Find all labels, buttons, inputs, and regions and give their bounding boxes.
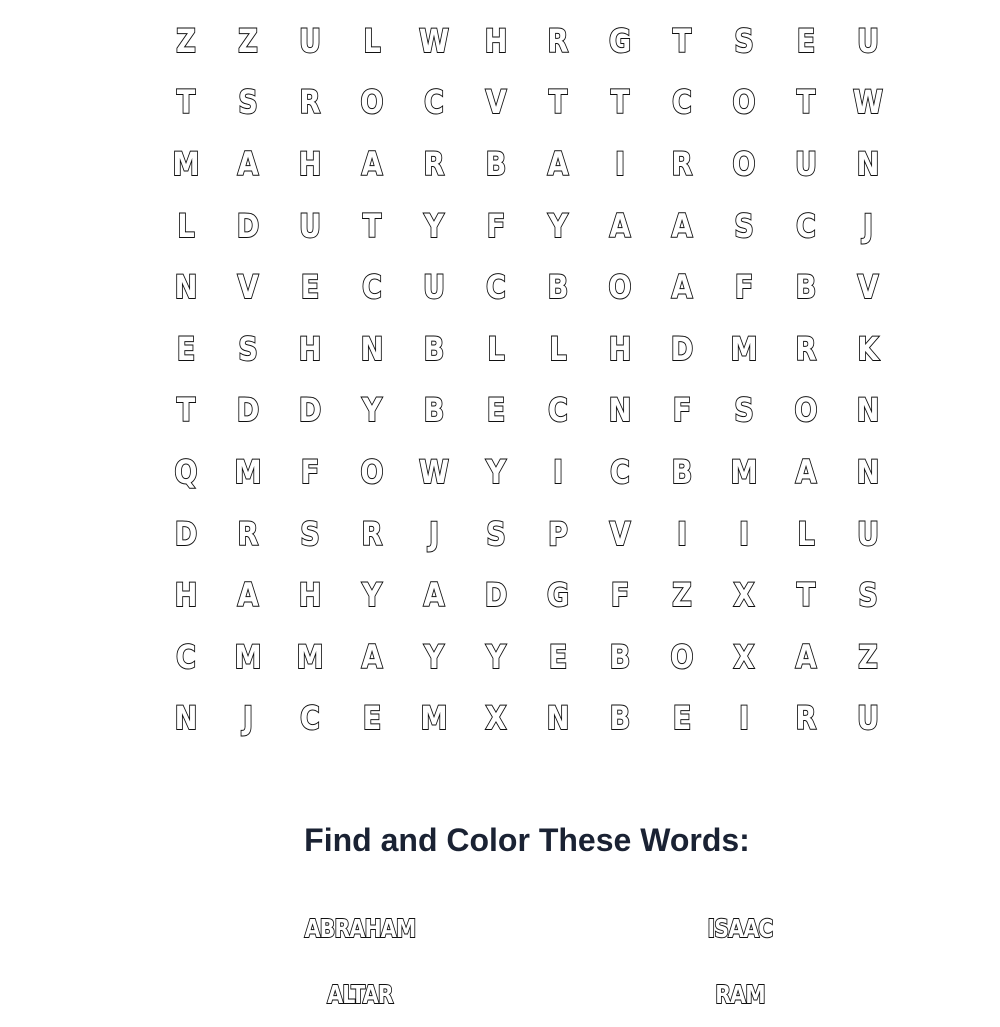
grid-letter[interactable]: G xyxy=(546,576,570,615)
grid-letter[interactable]: S xyxy=(734,391,754,430)
grid-letter[interactable]: E xyxy=(548,637,568,676)
grid-letter[interactable]: A xyxy=(795,452,817,491)
grid-letter[interactable]: A xyxy=(361,144,383,183)
grid-letter[interactable]: Y xyxy=(486,637,506,676)
grid-letter[interactable]: C xyxy=(796,206,816,245)
grid-letter[interactable]: Y xyxy=(548,206,568,245)
grid-letter[interactable]: N xyxy=(546,699,570,738)
grid-letter[interactable]: E xyxy=(486,391,506,430)
grid-letter[interactable]: P xyxy=(548,514,568,553)
grid-letter[interactable]: V xyxy=(857,268,879,307)
target-word: ALTAR xyxy=(327,979,393,1009)
grid-letter[interactable]: C xyxy=(424,83,444,122)
word-list-title: Find and Color These Words: xyxy=(304,822,750,858)
grid-letter[interactable]: Y xyxy=(362,576,382,615)
grid-letter[interactable]: T xyxy=(610,83,630,122)
grid-letter[interactable]: H xyxy=(608,329,632,368)
grid-letter[interactable]: D xyxy=(670,329,694,368)
grid-letter[interactable]: X xyxy=(485,699,507,738)
grid-letter[interactable]: N xyxy=(360,329,384,368)
grid-letter[interactable]: L xyxy=(487,329,505,368)
grid-letter[interactable]: B xyxy=(547,268,569,307)
grid-letter[interactable]: E xyxy=(300,268,320,307)
grid-letter[interactable]: N xyxy=(174,268,198,307)
grid-letter[interactable]: U xyxy=(856,21,880,60)
grid-letter[interactable]: S xyxy=(300,514,320,553)
grid-letter[interactable]: M xyxy=(420,699,448,738)
grid-letter[interactable]: W xyxy=(418,21,449,60)
grid-letter[interactable]: Y xyxy=(424,637,444,676)
grid-letter[interactable]: T xyxy=(672,21,692,60)
grid-letter[interactable]: Y xyxy=(362,391,382,430)
grid-letter[interactable]: S xyxy=(238,329,258,368)
grid-letter[interactable]: B xyxy=(485,144,507,183)
grid-letter[interactable]: T xyxy=(176,391,196,430)
grid-letter[interactable]: R xyxy=(237,514,259,553)
grid-letter[interactable]: C xyxy=(610,452,630,491)
grid-letter[interactable]: W xyxy=(852,83,883,122)
grid-letter[interactable]: B xyxy=(423,329,445,368)
grid-letter[interactable]: J xyxy=(242,699,254,738)
grid-letter[interactable]: D xyxy=(236,206,260,245)
grid-letter[interactable]: F xyxy=(672,391,692,430)
grid-letter[interactable]: H xyxy=(484,21,508,60)
grid-letter[interactable]: N xyxy=(856,144,880,183)
grid-letter[interactable]: J xyxy=(428,514,440,553)
grid-letter[interactable]: F xyxy=(486,206,506,245)
grid-letter[interactable]: O xyxy=(732,144,756,183)
grid-letter[interactable]: M xyxy=(172,144,200,183)
grid-letter[interactable]: B xyxy=(423,391,445,430)
grid-letter[interactable]: D xyxy=(484,576,508,615)
grid-letter[interactable]: U xyxy=(794,144,818,183)
grid-letter[interactable]: H xyxy=(298,329,322,368)
grid-letter[interactable]: X xyxy=(733,576,755,615)
grid-letter[interactable]: D xyxy=(236,391,260,430)
grid-letter[interactable]: O xyxy=(608,268,632,307)
grid-letter[interactable]: O xyxy=(794,391,818,430)
grid-letter[interactable]: S xyxy=(238,83,258,122)
grid-letter[interactable]: D xyxy=(298,391,322,430)
grid-letter[interactable]: I xyxy=(676,514,688,553)
grid-letter[interactable]: Z xyxy=(858,637,878,676)
grid-letter[interactable]: S xyxy=(734,21,754,60)
grid-letter[interactable]: C xyxy=(300,699,320,738)
grid-letter[interactable]: Z xyxy=(238,21,258,60)
grid-letter[interactable]: V xyxy=(485,83,507,122)
grid-letter[interactable]: B xyxy=(609,699,631,738)
grid-letter[interactable]: C xyxy=(362,268,382,307)
grid-letter[interactable]: H xyxy=(174,576,198,615)
grid-letter[interactable]: T xyxy=(362,206,382,245)
grid-letter[interactable]: Z xyxy=(672,576,692,615)
grid-letter[interactable]: E xyxy=(176,329,196,368)
grid-letter[interactable]: M xyxy=(730,329,758,368)
grid-letter[interactable]: L xyxy=(549,329,567,368)
grid-letter[interactable]: N xyxy=(174,699,198,738)
grid-letter[interactable]: G xyxy=(608,21,632,60)
grid-letter[interactable]: U xyxy=(856,514,880,553)
grid-letter[interactable]: S xyxy=(734,206,754,245)
grid-letter[interactable]: U xyxy=(298,21,322,60)
grid-letter[interactable]: M xyxy=(234,637,262,676)
grid-letter[interactable]: B xyxy=(671,452,693,491)
grid-letter[interactable]: E xyxy=(796,21,816,60)
grid-letter[interactable]: R xyxy=(361,514,383,553)
grid-letter[interactable]: E xyxy=(672,699,692,738)
grid-letter[interactable]: M xyxy=(234,452,262,491)
grid-letter[interactable]: H xyxy=(298,576,322,615)
grid-letter[interactable]: K xyxy=(857,329,879,368)
grid-letter[interactable]: M xyxy=(296,637,324,676)
grid-letter[interactable]: A xyxy=(609,206,631,245)
grid-letter[interactable]: O xyxy=(732,83,756,122)
grid-letter[interactable]: S xyxy=(486,514,506,553)
word-list xyxy=(170,895,930,1027)
target-word: ABRAHAM xyxy=(304,913,416,943)
grid-letter[interactable]: R xyxy=(795,329,817,368)
grid-letter[interactable]: U xyxy=(422,268,446,307)
grid-letter[interactable]: B xyxy=(795,268,817,307)
target-word: ISAAC xyxy=(707,913,773,943)
target-word: RAM xyxy=(715,979,765,1009)
grid-letter[interactable]: V xyxy=(237,268,259,307)
grid-letter[interactable]: D xyxy=(174,514,198,553)
grid-letter[interactable]: I xyxy=(614,144,626,183)
grid-letter[interactable]: L xyxy=(797,514,815,553)
grid-letter[interactable]: S xyxy=(858,576,878,615)
grid-letter[interactable]: Z xyxy=(176,21,196,60)
grid-letter[interactable]: N xyxy=(608,391,632,430)
grid-letter[interactable]: F xyxy=(300,452,320,491)
grid-letter[interactable]: A xyxy=(237,576,259,615)
grid-letter[interactable]: Q xyxy=(174,452,198,491)
grid-letter[interactable]: T xyxy=(796,576,816,615)
grid-letter[interactable]: O xyxy=(360,83,384,122)
grid-letter[interactable]: A xyxy=(795,637,817,676)
grid-letter[interactable]: I xyxy=(738,514,750,553)
grid-letter[interactable]: T xyxy=(176,83,196,122)
grid-letter[interactable]: U xyxy=(856,699,880,738)
grid-letter[interactable]: I xyxy=(552,452,564,491)
grid-letter[interactable]: T xyxy=(548,83,568,122)
grid-letter[interactable]: R xyxy=(299,83,321,122)
grid-letter[interactable]: T xyxy=(796,83,816,122)
grid-letter[interactable]: O xyxy=(670,637,694,676)
grid-letter[interactable]: J xyxy=(862,206,874,245)
grid-letter[interactable]: E xyxy=(362,699,382,738)
grid-letter[interactable]: F xyxy=(610,576,630,615)
grid-letter[interactable]: C xyxy=(176,637,196,676)
grid-letter[interactable]: N xyxy=(856,452,880,491)
grid-letter[interactable]: R xyxy=(547,21,569,60)
grid-letter[interactable]: B xyxy=(609,637,631,676)
grid-letter[interactable]: F xyxy=(734,268,754,307)
grid-letter[interactable]: X xyxy=(733,637,755,676)
grid-letter[interactable]: R xyxy=(671,144,693,183)
grid-letter[interactable]: A xyxy=(671,206,693,245)
grid-letter[interactable]: H xyxy=(298,144,322,183)
grid-letter[interactable]: Y xyxy=(486,452,506,491)
grid-letter[interactable]: L xyxy=(177,206,195,245)
grid-letter[interactable]: A xyxy=(237,144,259,183)
grid-letter[interactable]: A xyxy=(671,268,693,307)
grid-letter[interactable]: Y xyxy=(424,206,444,245)
grid-letter[interactable]: C xyxy=(672,83,692,122)
grid-letter[interactable]: W xyxy=(418,452,449,491)
grid-letter[interactable]: O xyxy=(360,452,384,491)
grid-letter[interactable]: A xyxy=(547,144,569,183)
grid-letter[interactable]: C xyxy=(548,391,568,430)
grid-letter[interactable]: R xyxy=(795,699,817,738)
grid-letter[interactable]: I xyxy=(738,699,750,738)
grid-letter[interactable]: V xyxy=(609,514,631,553)
grid-letter[interactable]: U xyxy=(298,206,322,245)
grid-letter[interactable]: C xyxy=(486,268,506,307)
grid-letter[interactable]: R xyxy=(423,144,445,183)
grid-letter[interactable]: M xyxy=(730,452,758,491)
grid-letter[interactable]: N xyxy=(856,391,880,430)
letter-grid xyxy=(155,10,899,749)
grid-letter[interactable]: A xyxy=(423,576,445,615)
grid-letter[interactable]: L xyxy=(363,21,381,60)
grid-letter[interactable]: A xyxy=(361,637,383,676)
